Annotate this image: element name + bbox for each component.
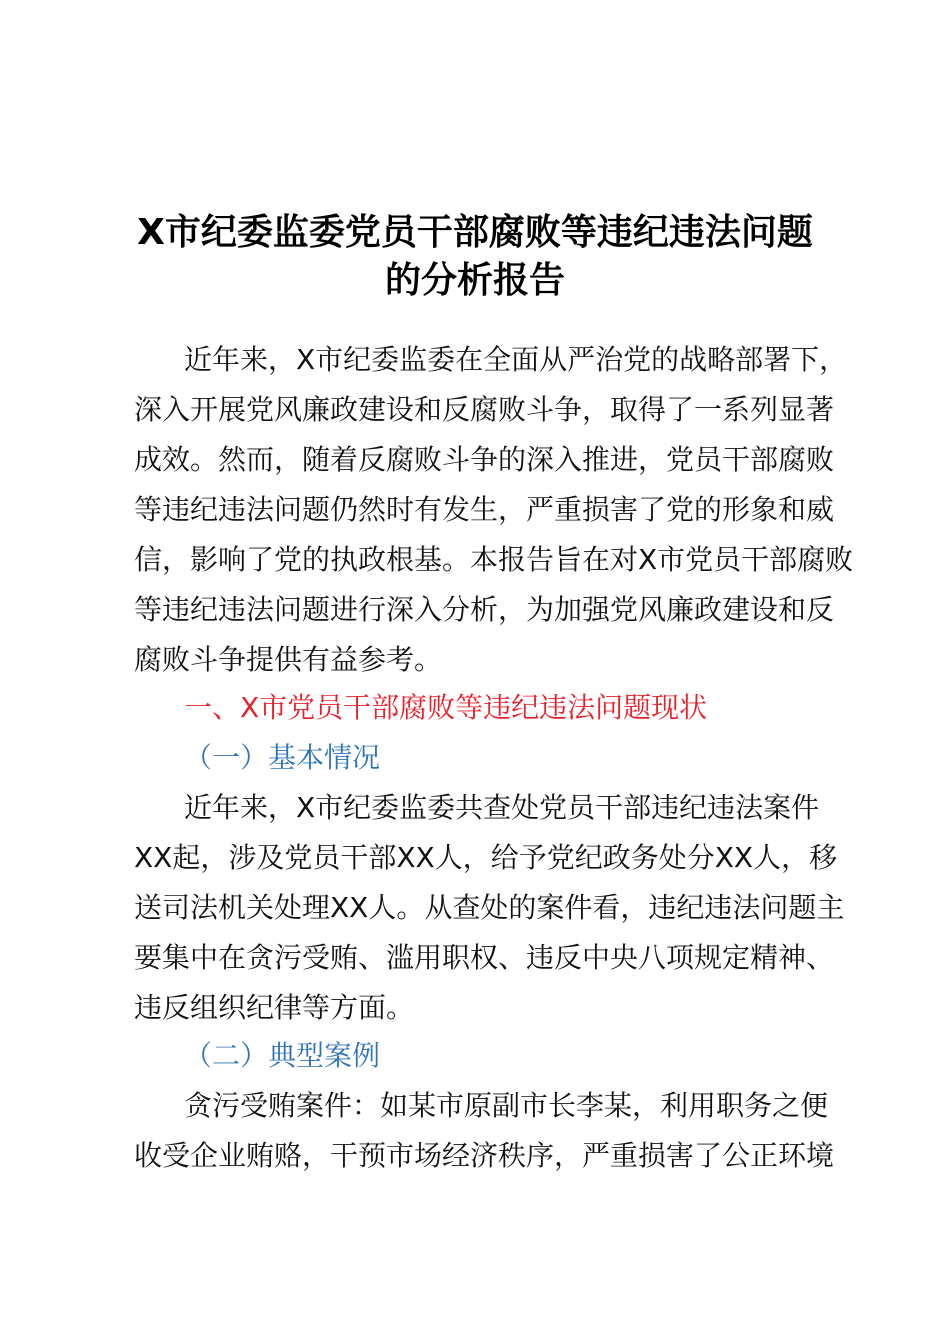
intro-paragraph-line: 近年来，X市纪委监委在全面从严治党的战略部署下， xyxy=(184,343,848,376)
intro-paragraph-line: 腐败斗争提供有益参考。 xyxy=(134,643,443,676)
basic-paragraph-line: 近年来，X市纪委监委共查处党员干部违纪违法案件 xyxy=(184,791,820,824)
intro-paragraph-line: 信，影响了党的执政根基。本报告旨在对X市党员干部腐败 xyxy=(134,543,854,576)
cases-paragraph-line: 收受企业贿赂，干预市场经济秩序，严重损害了公正环境 xyxy=(134,1139,835,1172)
intro-paragraph-line: 等违纪违法问题仍然时有发生，严重损害了党的形象和威 xyxy=(134,493,835,526)
basic-paragraph-line: XX起，涉及党员干部XX人，给予党纪政务处分XX人，移 xyxy=(134,841,838,874)
subsection-heading-basic: （一）基本情况 xyxy=(184,741,381,774)
basic-paragraph-line: 送司法机关处理XX人。从查处的案件看，违纪违法问题主 xyxy=(134,891,845,924)
intro-paragraph-line: 等违纪违法问题进行深入分析，为加强党风廉政建设和反 xyxy=(134,593,835,626)
intro-paragraph-line: 成效。然而，随着反腐败斗争的深入推进，党员干部腐败 xyxy=(134,443,835,476)
basic-paragraph-line: 违反组织纪律等方面。 xyxy=(134,991,415,1024)
document-title-line-1: X市纪委监委党员干部腐败等违纪违法问题 xyxy=(137,212,813,253)
cases-paragraph-line: 贪污受贿案件：如某市原副市长李某，利用职务之便 xyxy=(184,1089,829,1122)
document-title-line-2: 的分析报告 xyxy=(384,260,565,301)
section-heading-1: 一、X市党员干部腐败等违纪违法问题现状 xyxy=(184,691,708,724)
intro-paragraph-line: 深入开展党风廉政建设和反腐败斗争，取得了一系列显著 xyxy=(134,393,835,426)
basic-paragraph-line: 要集中在贪污受贿、滥用职权、违反中央八项规定精神、 xyxy=(134,941,835,974)
subsection-heading-cases: （二）典型案例 xyxy=(184,1039,381,1072)
